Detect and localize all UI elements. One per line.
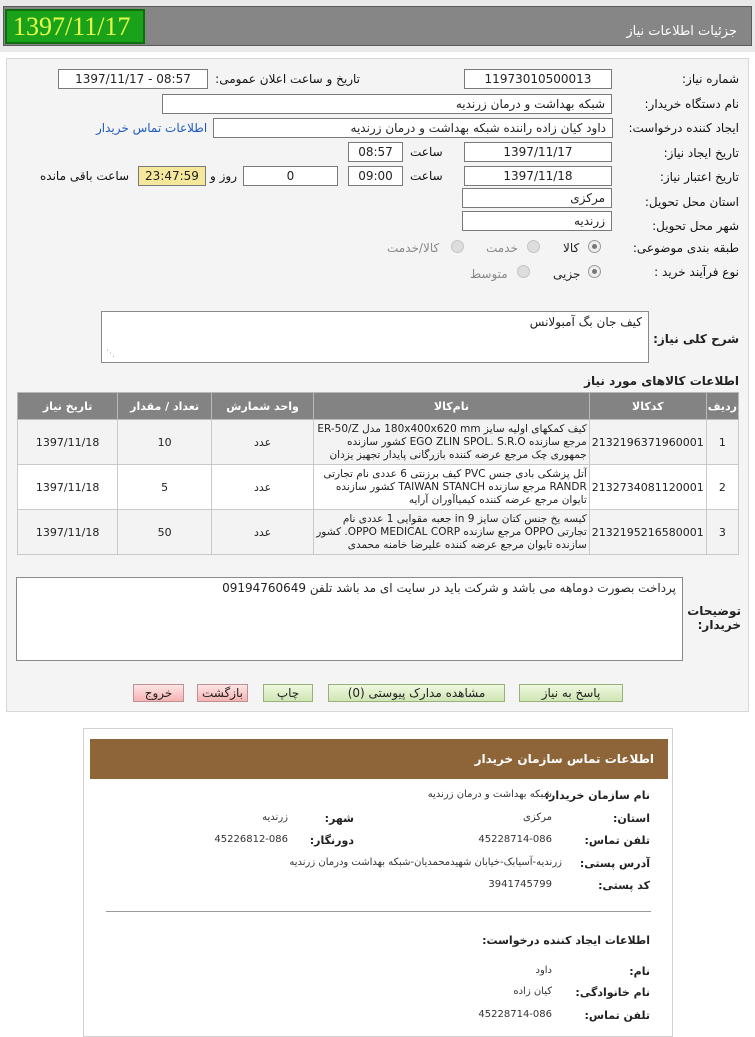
creator-info-title: اطلاعات ایجاد کننده درخواست:: [482, 934, 650, 947]
valid-hour-label: ساعت: [410, 169, 443, 183]
header-item-name: نام‌کالا: [314, 393, 590, 420]
creator-name-value: داود: [535, 965, 552, 976]
item-unit: عدد: [212, 420, 314, 465]
creator-name-label: نام:: [629, 965, 650, 978]
need-number-label: شماره نیاز:: [682, 72, 739, 86]
print-button[interactable]: چاپ: [263, 684, 313, 702]
days-field[interactable]: 0: [243, 166, 338, 186]
item-name: کیسه یخ جنس کتان سایز 9 in جعبه مقوایی 1 عددی نام تجارتی OPPO مرجع سازنده OPPO MEDICAL CORP. کشور سازنده تایوان مرجع عرضه کننده علیرضا خامنه محمدی: [314, 510, 590, 555]
table-row: [18, 465, 739, 510]
notes-text: پرداخت بصورت دوماهه می باشد و شرکت باید در سایت ای مد باشد تلفن 09194760649: [222, 581, 676, 595]
creator-family-value: کیان زاده: [513, 986, 552, 997]
item-name: آتل پزشکی بادی جنس PVC کیف برزنتی 6 عددی نام تجارتی RANDR مرجع سازنده TAIWAN STANCH کشور سازنده تایوان مرجع عرضه کننده کیمیاآوران آرایه: [314, 465, 590, 510]
city-label: شهر محل تحویل:: [652, 219, 739, 233]
header-quantity: تعداد / مقدار: [118, 393, 212, 420]
item-date: 1397/11/18: [18, 465, 118, 510]
item-code: 2132196371960001: [589, 420, 706, 465]
category-label: طبقه بندی موضوعی:: [632, 241, 739, 255]
row-index: 2: [706, 465, 738, 510]
category-both-radio[interactable]: [451, 240, 464, 253]
remaining-time-field: 23:47:59: [138, 166, 206, 186]
items-section-title: اطلاعات کالاهای مورد نیاز: [584, 374, 739, 388]
buyer-contact-link[interactable]: اطلاعات تماس خریدار: [96, 121, 208, 135]
item-quantity: 5: [118, 465, 212, 510]
summary-text: کیف جان بگ آمبولانس: [529, 315, 642, 329]
notes-field[interactable]: [16, 577, 683, 661]
contact-address-value: زرندیه-آسیابک-خیابان شهیدمحمدیان-شبکه بهداشت ودرمان زرندیه: [289, 857, 562, 868]
item-unit: عدد: [212, 510, 314, 555]
contact-org-value: شبکه بهداشت و درمان زرندیه: [427, 789, 552, 800]
contact-city-value: زرندیه: [262, 812, 288, 823]
create-date-field[interactable]: 1397/11/17: [464, 142, 612, 162]
creator-phone-value: 45228714-086: [478, 1009, 552, 1020]
contact-address-label: آدرس پستی:: [579, 857, 650, 870]
date-badge: 1397/11/17: [5, 9, 145, 44]
table-row: [18, 420, 739, 465]
category-both-text: کالا/خدمت: [387, 241, 440, 255]
process-partial-text: جزیی: [553, 267, 581, 281]
creator-family-label: نام خانوادگی:: [575, 986, 650, 999]
item-code: 2132195216580001: [589, 510, 706, 555]
province-field[interactable]: مرکزی: [462, 188, 612, 208]
announce-field[interactable]: 1397/11/17 - 08:57: [58, 69, 208, 89]
creator-phone-label: تلفن تماس:: [584, 1009, 650, 1022]
day-label: روز و: [210, 169, 237, 183]
contact-postal-label: کد پستی:: [598, 879, 650, 892]
process-medium-radio[interactable]: [517, 265, 530, 278]
buyer-org-field[interactable]: شبکه بهداشت و درمان زرندیه: [162, 94, 612, 114]
row-index: 3: [706, 510, 738, 555]
contact-org-label: نام سازمان خریدار:: [544, 789, 650, 802]
contact-fax-label: دورنگار:: [309, 834, 354, 847]
category-goods-text: کالا: [563, 241, 580, 255]
top-bar: [0, 0, 755, 52]
create-hour-label: ساعت: [410, 145, 443, 159]
contact-divider: [106, 911, 651, 912]
create-time-field[interactable]: 08:57: [348, 142, 403, 162]
need-number-field[interactable]: 11973010500013: [464, 69, 612, 89]
creator-field[interactable]: داود کیان زاده راننده شبکه بهداشت و درمان زرندیه: [213, 118, 613, 138]
summary-label: شرح کلی نیاز:: [653, 332, 739, 346]
header-item-code: کدکالا: [589, 393, 706, 420]
province-label: استان محل تحویل:: [644, 195, 739, 209]
item-name: کیف کمکهای اولیه سایز 180x400x620 mm مدل ER-50/Z مرجع سازنده EGO ZLIN SPOL. S.R.O کشور سازنده جمهوری چک مرجع عرضه کننده بازرگانی پایدار تجهیز یزدان: [314, 420, 590, 465]
contact-province-label: استان:: [613, 812, 650, 825]
process-partial-radio[interactable]: [588, 265, 601, 278]
remaining-label: ساعت باقی مانده: [40, 169, 130, 183]
city-field[interactable]: زرندیه: [462, 211, 612, 231]
contact-phone-value: 45228714-086: [478, 834, 552, 845]
attachments-button[interactable]: مشاهده مدارک پیوستی (0): [328, 684, 505, 702]
announce-label: تاریخ و ساعت اعلان عمومی:: [215, 72, 360, 86]
item-date: 1397/11/18: [18, 510, 118, 555]
contact-header: [90, 739, 668, 779]
valid-date-field[interactable]: 1397/11/18: [464, 166, 612, 186]
contact-fax-value: 45226812-086: [214, 834, 288, 845]
header-need-date: تاریخ نیاز: [18, 393, 118, 420]
item-date: 1397/11/18: [18, 420, 118, 465]
category-goods-radio[interactable]: [588, 240, 601, 253]
item-unit: عدد: [212, 465, 314, 510]
process-label: نوع فرآیند خرید :: [654, 265, 739, 279]
contact-phone-label: تلفن تماس:: [584, 834, 650, 847]
header-unit: واحد شمارش: [212, 393, 314, 420]
contact-postal-value: 3941745799: [488, 879, 552, 890]
page-title: جزئیات اطلاعات نیاز: [626, 24, 737, 39]
row-index: 1: [706, 420, 738, 465]
create-date-label: تاریخ ایجاد نیاز:: [663, 146, 739, 160]
back-button[interactable]: بازگشت: [197, 684, 248, 702]
item-quantity: 10: [118, 420, 212, 465]
table-row: [18, 510, 739, 555]
process-medium-text: متوسط: [470, 267, 508, 281]
contact-panel: [83, 728, 673, 1037]
contact-title: اطلاعات تماس سازمان خریدار: [474, 752, 654, 766]
category-service-radio[interactable]: [527, 240, 540, 253]
summary-field[interactable]: [101, 311, 649, 363]
exit-button[interactable]: خروج: [133, 684, 184, 702]
category-service-text: خدمت: [486, 241, 518, 255]
valid-date-label: تاریخ اعتبار نیاز:: [659, 170, 739, 184]
header-row-index: ردیف: [706, 393, 738, 420]
contact-province-value: مرکزی: [523, 812, 552, 823]
items-table: [17, 392, 739, 555]
respond-button[interactable]: پاسخ به نیاز: [519, 684, 623, 702]
notes-label: توضیحات خریدار:: [687, 604, 741, 632]
resize-grip-icon[interactable]: ⋰: [106, 349, 115, 359]
contact-city-label: شهر:: [324, 812, 354, 825]
buyer-org-label: نام دستگاه خریدار:: [644, 97, 739, 111]
creator-label: ایجاد کننده درخواست:: [628, 121, 739, 135]
valid-time-field[interactable]: 09:00: [348, 166, 403, 186]
item-quantity: 50: [118, 510, 212, 555]
item-code: 2132734081120001: [589, 465, 706, 510]
